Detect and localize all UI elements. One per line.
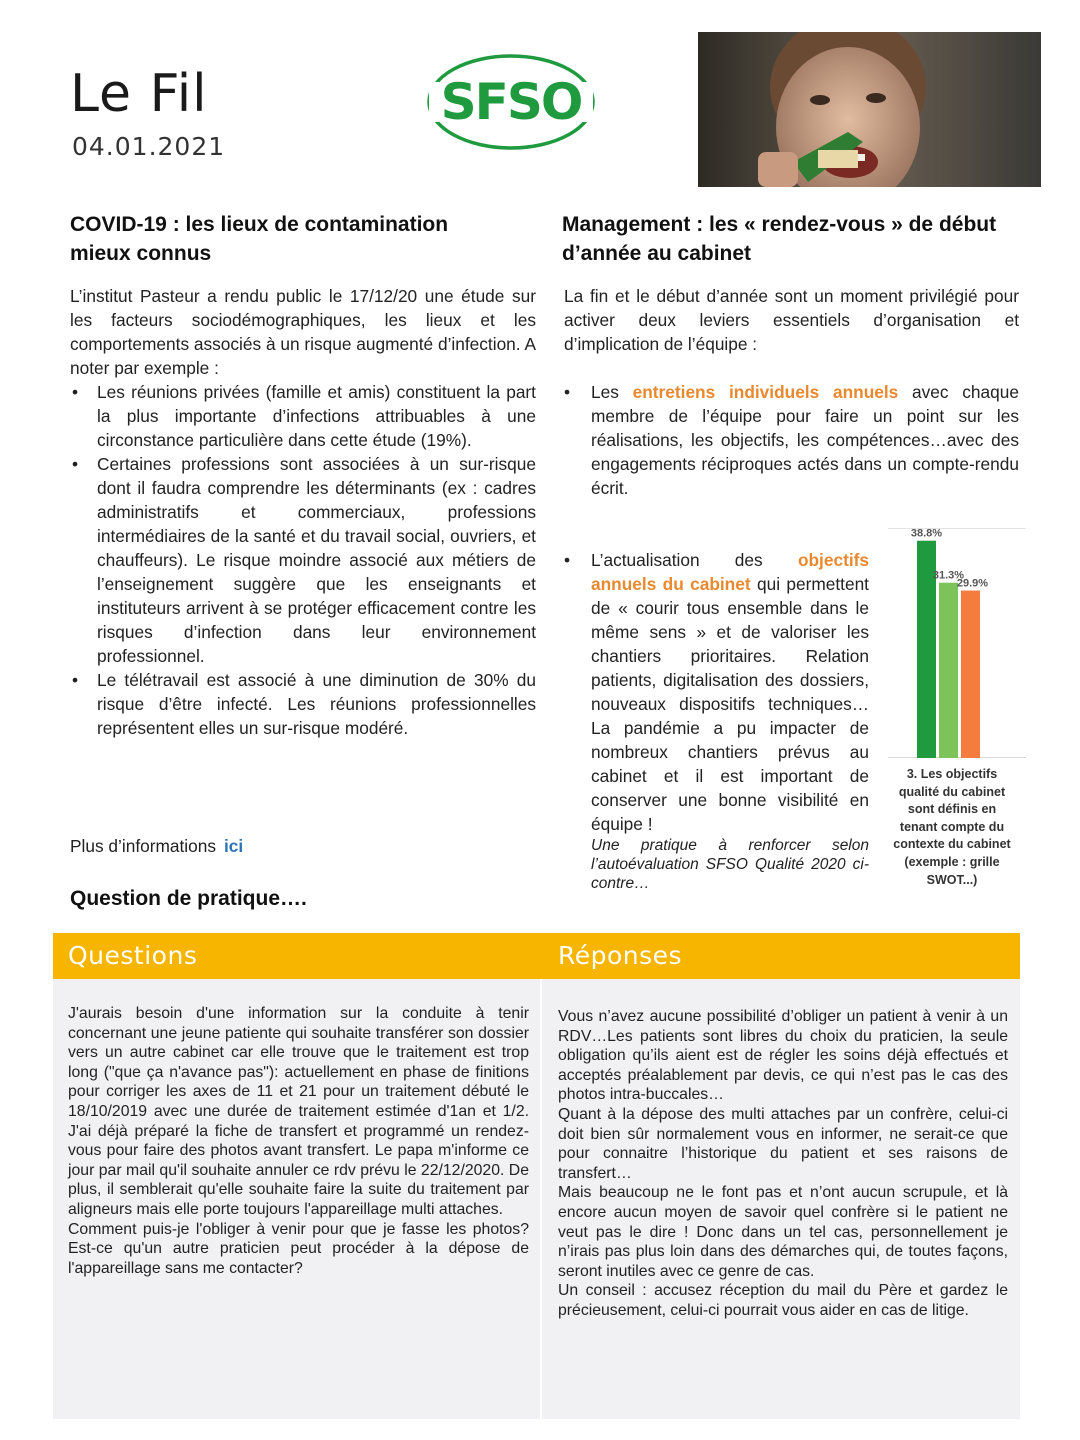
management-bullet-interviews — [564, 380, 1019, 500]
newsletter-date: 04.01.2021 — [72, 132, 226, 161]
quality-objectives-chart — [884, 508, 1030, 918]
more-info — [70, 836, 243, 857]
bullet-marker: • — [564, 382, 571, 402]
header-photo-child-with-toy — [698, 32, 1041, 187]
chart-caption: 3. Les objectifs qualité du cabinet sont définis en tenant compte du contexte du cabinet (exemple : grille SWOT...) — [893, 767, 1011, 887]
covid-heading: COVID-19 : les lieux de contamination mieux connus — [70, 213, 449, 265]
question-paragraph: J'aurais besoin d'une information sur la conduite à tenir concernant une jeune patiente qui souhaite transférer son dossier vers un autre cabinet car elle trouve que le traitement est trop long ("que ça n'avance pas"): actuellement en phase de finitions pour corriger les axes de 11 et 21 pour un traitement débuté le 18/10/2019 avec une durée de traitement estimée d'1an et 1/2. J'ai déjà préparé la fiche de transfert et programmé un rendez-vous pour faire des photos avant transfert. Le papa m'informe ce jour par mail qu'il souhaite annuler ce rdv prévu le 22/12/2020. De plus, il semblerait qu'elle souhaite faire la suite du traitement par aligneurs mais elle porte toujours l'appareillage multi attaches. — [68, 1005, 529, 1218]
covid-bullet: • Certaines professions sont associées à un sur-risque dont il faudra comprendre les déterminants (ex : cadres administratifs et commerciaux, professions intermédiaires de la santé et du travail social, ouvriers, et chauffeurs). Le risque moindre associé aux métiers de l’enseignement suggère que les enseignants et instituteurs arrivent à se protéger efficacement contre les risques d’infection dans leur environnement professionnel. — [70, 452, 536, 668]
answer-text — [558, 1007, 1008, 1321]
chart-data-label: 31.3% — [932, 569, 965, 582]
answer-paragraph: Vous n’avez aucune possibilité d’obliger un patient à venir à un RDV…Les patients sont libres du choix du praticien, la seule obligation qu’ils aient est de régler les soins déjà effectués et acceptés préalablement par devis, ce qui n’est pas le cas des photos intra-buccales… — [558, 1008, 1008, 1104]
more-info-link[interactable]: ici — [224, 836, 244, 856]
chart-bar — [961, 591, 980, 758]
questions-label: Questions — [68, 941, 198, 970]
answer-paragraph: Un conseil : accusez réception du mail du Père et gardez le précieusement, celui-ci pourrait vous aider en cas de litige. — [558, 1282, 1008, 1319]
sfso-logo — [425, 52, 597, 152]
bar-chart-svg — [884, 508, 1030, 758]
logo-text: SFSO — [440, 73, 582, 131]
chart-bar — [939, 583, 958, 758]
newsletter-title: Le Fil — [70, 64, 208, 124]
management-bullet-objectives — [564, 548, 869, 893]
covid-article — [70, 284, 536, 740]
question-paragraph: Comment puis-je l'obliger à venir pour que je fasse les photos? Est-ce qu'un autre praticien peut procéder à la dépose de l'appareillage sans me contacter? — [68, 1220, 529, 1277]
answers-label: Réponses — [558, 941, 683, 970]
covid-bullet-list — [70, 380, 536, 740]
bullet1-highlight: entretiens individuels annuels — [632, 382, 899, 402]
covid-bullet: • Les réunions privées (famille et amis) constituent la part la plus importante d’infections attribuables à une circonstance particulière dans cette étude (19%). — [70, 380, 536, 452]
bullet2-pre: L’actualisation des — [591, 550, 763, 570]
bullet1-pre: Les — [591, 382, 619, 402]
qa-header-band — [53, 933, 1020, 979]
practice-heading: Question de pratique…. — [70, 887, 307, 910]
management-note: Une pratique à renforcer selon l’autoévaluation SFSO Qualité 2020 ci-contre… — [591, 837, 869, 892]
management-intro: La fin et le début d’année sont un moment privilégié pour activer deux leviers essentiels d’organisation et d’implication de l’équipe : — [564, 286, 1019, 354]
bullet2-highlight: objectifs annuels du cabinet — [591, 550, 869, 594]
covid-intro: L’institut Pasteur a rendu public le 17/12/20 une étude sur les facteurs sociodémographiques, les lieux et les comportements associés à un risque augmenté d’infection. A noter par exemple : — [70, 286, 536, 378]
bullet1-post: avec chaque membre de l’équipe pour faire un point sur les réalisations, les objectifs, les compétences…avec des engagements réciproques actés dans un compte-rendu écrit. — [591, 382, 1019, 498]
management-heading: Management : les « rendez-vous » de début d’année au cabinet — [562, 213, 997, 265]
bullet-marker: • — [564, 550, 571, 570]
covid-bullet: • Le télétravail est associé à une diminution de 30% du risque d’être infecté. Les réunions professionnelles représentent elles un sur-risque modéré. — [70, 668, 536, 740]
question-text — [68, 1004, 529, 1278]
bullet2-post: qui permettent de « courir tous ensemble dans le même sens » et de valoriser les chantiers prioritaires. Relation patients, digitalisation des dossiers, nouveaux dispositifs techniques… La pandémie a pu impacter de nombreux chantiers prévus au cabinet et il est important de conserver une bonne visibilité en équipe ! — [591, 574, 869, 834]
more-info-label: Plus d’informations — [70, 836, 216, 856]
chart-data-label: 38.8% — [910, 527, 943, 540]
answer-paragraph: Quant à la dépose des multi attaches par un confrère, celui-ci doit bien sûr normalement vous en informer, ne serait-ce que pour connaitre l’historique du patient et ses raisons de transfert… — [558, 1105, 1008, 1182]
chart-data-label: 29.9% — [956, 577, 989, 590]
answer-paragraph: Mais beaucoup ne le font pas et n’ont aucun scrupule, et là encore aucun moyen de savoir quel confrère si le patient ne veut pas le dire ! Donc dans un tel cas, personnellement je n’irais pas plus loin dans des démarches qui, de toutes façons, seront inutiles avec ce genre de cas. — [558, 1184, 1008, 1280]
